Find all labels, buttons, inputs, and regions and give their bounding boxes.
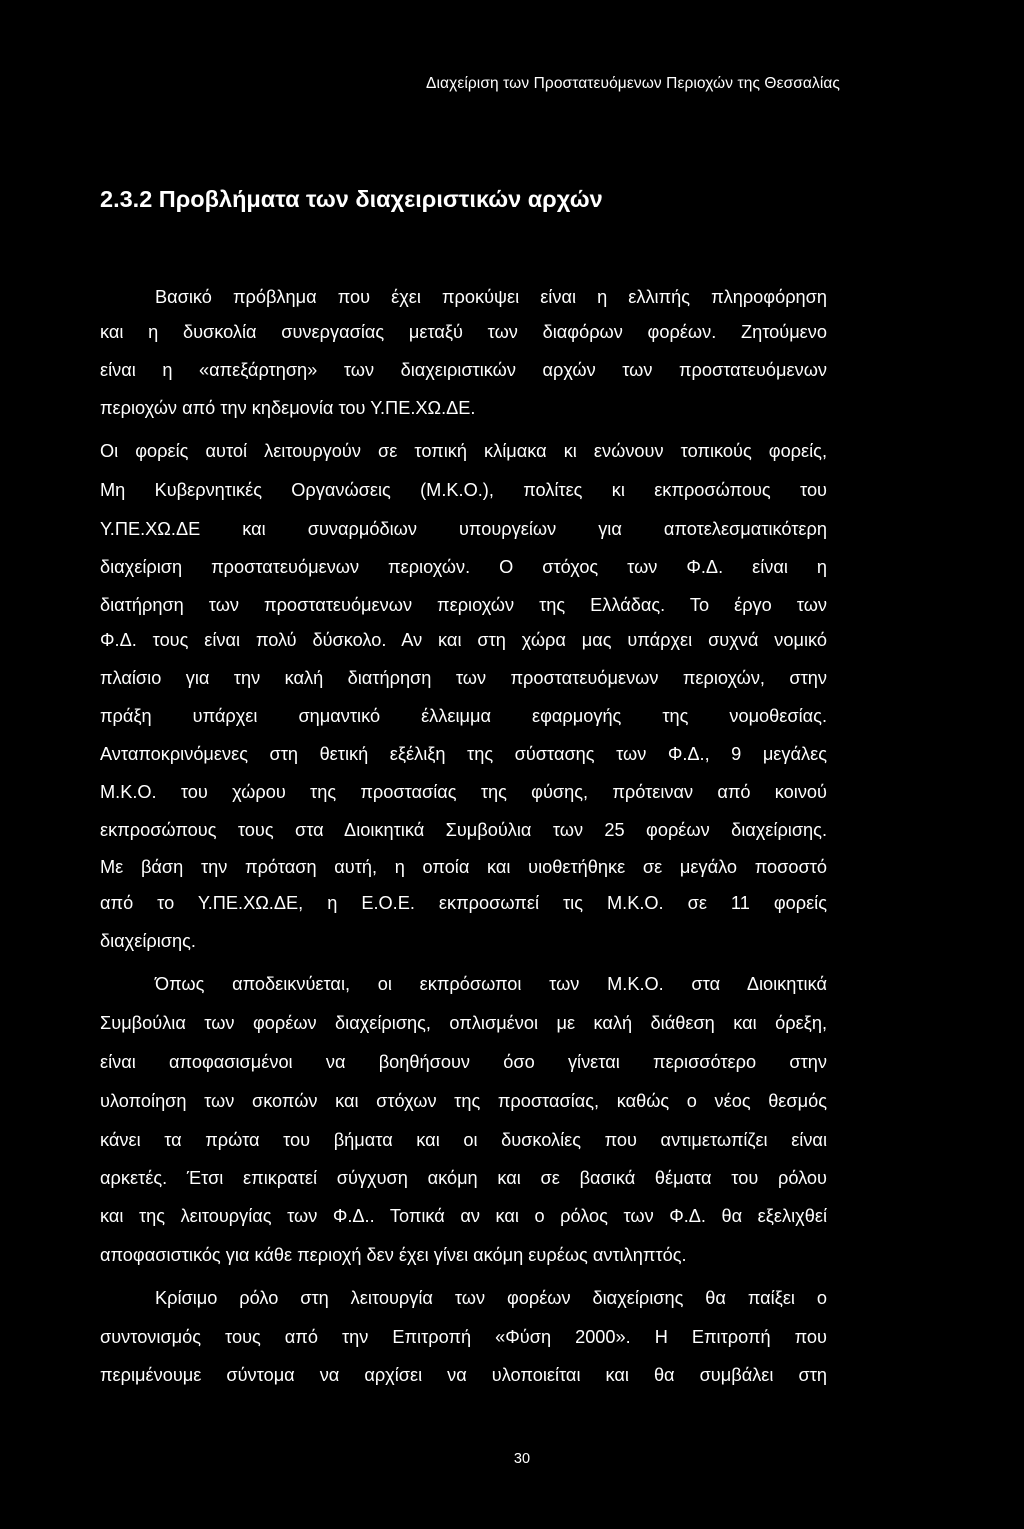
body-line: από το Υ.ΠΕ.ΧΩ.ΔΕ, η Ε.Ο.Ε. εκπροσωπεί τις Μ.Κ.Ο. σε 11 φορείς: [100, 893, 827, 913]
page-number: 30: [513, 1451, 531, 1467]
section-heading: 2.3.2 Προβλήματα των διαχειριστικών αρχών: [100, 186, 603, 212]
body-line: Όπως αποδεικνύεται, οι εκπρόσωποι των Μ.Κ.Ο. στα Διοικητικά: [155, 974, 827, 994]
body-line: Φ.Δ. τους είναι πολύ δύσκολο. Αν και στη χώρα μας υπάρχει συχνά νομικό: [100, 630, 827, 650]
running-header: Διαχείριση των Προστατευόμενων Περιοχών της Θεσσαλίας: [426, 75, 840, 92]
body-line: Βασικό πρόβλημα που έχει προκύψει είναι η ελλιπής πληροφόρηση: [155, 287, 827, 307]
body-line: Υ.ΠΕ.ΧΩ.ΔΕ και συναρμόδιων υπουργείων για αποτελεσματικότερη: [100, 519, 827, 539]
body-line: Συμβούλια των φορέων διαχείρισης, οπλισμένοι με καλή διάθεση και όρεξη,: [100, 1013, 827, 1033]
body-line: και της λειτουργίας των Φ.Δ.. Τοπικά αν και ο ρόλος των Φ.Δ. θα εξελιχθεί: [100, 1206, 827, 1226]
body-line: Κρίσιμο ρόλο στη λειτουργία των φορέων διαχείρισης θα παίξει ο: [155, 1288, 827, 1308]
body-line: είναι η «απεξάρτηση» των διαχειριστικών αρχών των προστατευόμενων: [100, 360, 827, 380]
body-line: διατήρηση των προστατευόμενων περιοχών της Ελλάδας. Το έργο των: [100, 595, 827, 615]
body-line: αρκετές. Έτσι επικρατεί σύγχυση ακόμη και σε βασικά θέματα του ρόλου: [100, 1168, 827, 1188]
body-line: εκπροσώπους τους στα Διοικητικά Συμβούλια των 25 φορέων διαχείρισης.: [100, 820, 827, 840]
body-line: περιοχών από την κηδεμονία του Υ.ΠΕ.ΧΩ.ΔΕ.: [100, 398, 476, 418]
body-line: Οι φορείς αυτοί λειτουργούν σε τοπική κλίμακα κι ενώνουν τοπικούς φορείς,: [100, 441, 827, 461]
body-line: Μ.Κ.Ο. του χώρου της προστασίας της φύσης, πρότειναν από κοινού: [100, 782, 827, 802]
body-line: Μη Κυβερνητικές Οργανώσεις (Μ.Κ.Ο.), πολίτες κι εκπροσώπους του: [100, 480, 827, 500]
body-line: συντονισμός τους από την Επιτροπή «Φύση 2000». Η Επιτροπή που: [100, 1327, 827, 1347]
body-line: διαχείριση προστατευόμενων περιοχών. Ο στόχος των Φ.Δ. είναι η: [100, 557, 827, 577]
body-line: και η δυσκολία συνεργασίας μεταξύ των διαφόρων φορέων. Ζητούμενο: [100, 322, 827, 342]
body-line: πράξη υπάρχει σημαντικό έλλειμμα εφαρμογής της νομοθεσίας.: [100, 706, 827, 726]
body-line: κάνει τα πρώτα του βήματα και οι δυσκολίες που αντιμετωπίζει είναι: [100, 1130, 827, 1150]
body-line: Ανταποκρινόμενες στη θετική εξέλιξη της σύστασης των Φ.Δ., 9 μεγάλες: [100, 744, 827, 764]
body-line: αποφασιστικός για κάθε περιοχή δεν έχει γίνει ακόμη ευρέως αντιληπτός.: [100, 1245, 687, 1265]
body-line: υλοποίηση των σκοπών και στόχων της προστασίας, καθώς ο νέος θεσμός: [100, 1091, 827, 1111]
body-line: περιμένουμε σύντομα να αρχίσει να υλοποιείται και θα συμβάλει στη: [100, 1365, 827, 1385]
body-line: διαχείρισης.: [100, 931, 196, 951]
body-line: πλαίσιο για την καλή διατήρηση των προστατευόμενων περιοχών, στην: [100, 668, 827, 688]
body-line: είναι αποφασισμένοι να βοηθήσουν όσο γίνεται περισσότερο στην: [100, 1052, 827, 1072]
body-line: Με βάση την πρόταση αυτή, η οποία και υιοθετήθηκε σε μεγάλο ποσοστό: [100, 857, 827, 877]
